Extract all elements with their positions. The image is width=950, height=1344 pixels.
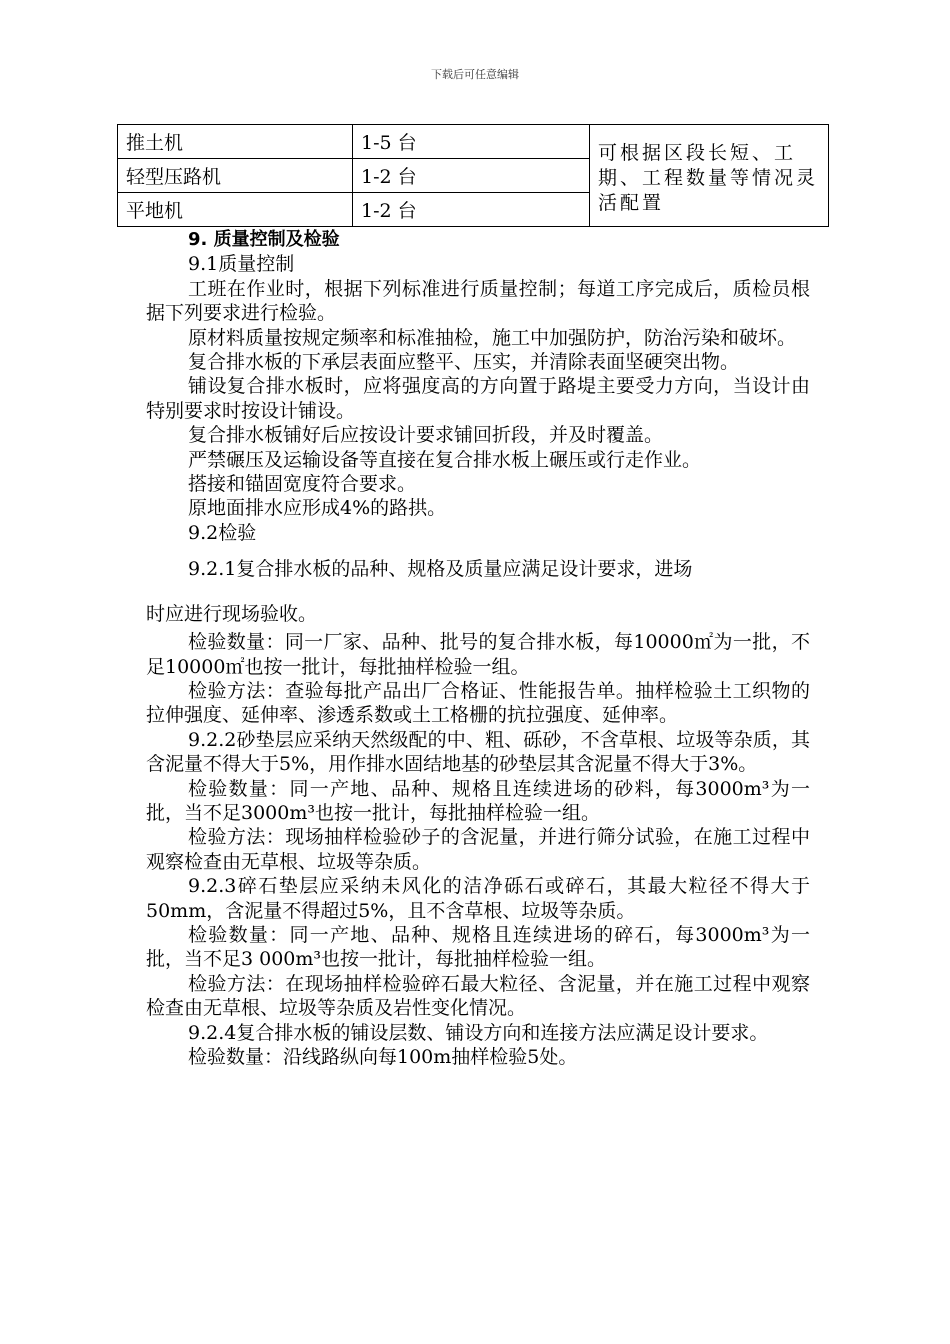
- paragraph: 检验数量：同一产地、品种、规格且连续进场的碎石，每3000m³为一批，当不足3 000m³也按一批计，每批抽样检验一组。: [146, 923, 810, 971]
- paragraph: 严禁碾压及运输设备等直接在复合排水板上碾压或行走作业。: [188, 448, 702, 471]
- paragraph: 复合排水板的下承层表面应整平、压实，并清除表面坚硬突出物。: [188, 351, 740, 374]
- paragraph: 检验方法：现场抽样检验砂子的含泥量，并进行筛分试验，在施工过程中观察检查由无草根、垃圾等杂质。: [146, 826, 810, 873]
- equipment-qty: 1-5 台: [353, 125, 590, 159]
- paragraph: 铺设复合排水板时，应将强度高的方向置于路堤主要受力方向，当设计由特别要求时按设计铺设。: [146, 375, 810, 422]
- equipment-name: 轻型压路机: [118, 159, 353, 193]
- paragraph: 检验方法：查验每批产品出厂合格证、性能报告单。抽样检验土工织物的拉伸强度、延伸率、渗透系数或土工格栅的抗拉强度、延伸率。: [146, 679, 810, 727]
- paragraph: 搭接和锚固宽度符合要求。: [188, 473, 417, 496]
- paragraph: 检验数量：沿线路纵向每100m抽样检验5处。: [188, 1046, 578, 1068]
- paragraph: 原地面排水应形成4%的路拱。: [188, 497, 447, 520]
- paragraph: 9.2.2砂垫层应采纳天然级配的中、粗、砾砂，不含草根、垃圾等杂质，其含泥量不得大于5%，用作排水固结地基的砂垫层其含泥量不得大于3%。: [146, 728, 810, 776]
- equipment-note: 可根据区段长短、工期、工程数量等情况灵活配置: [590, 125, 829, 227]
- subsection-title: 9.1质量控制: [188, 253, 295, 276]
- paragraph: 复合排水板铺好后应按设计要求铺回折段，并及时覆盖。: [188, 424, 664, 447]
- paragraph: 原材料质量按规定频率和标准抽检，施工中加强防护，防治污染和破坏。: [188, 326, 797, 349]
- equipment-table: [117, 124, 829, 227]
- page-header-note: 下载后可任意编辑: [431, 68, 519, 81]
- subsection-title: 9.2检验: [188, 521, 257, 544]
- paragraph: 9.2.4复合排水板的铺设层数、铺设方向和连接方法应满足设计要求。: [188, 1021, 769, 1044]
- paragraph: 工班在作业时，根据下列标准进行质量控制；每道工序完成后，质检员根据下列要求进行检验。: [146, 277, 810, 325]
- equipment-name: 推土机: [118, 125, 353, 159]
- equipment-qty: 1-2 台: [353, 159, 590, 193]
- paragraph: 检验方法：在现场抽样检验碎石最大粒径、含泥量，并在施工过程中观察检查由无草根、垃圾等杂质及岩性变化情况。: [146, 972, 810, 1020]
- section-title: 9. 质量控制及检验: [188, 229, 340, 250]
- paragraph: 检验数量：同一厂家、品种、批号的复合排水板，每10000㎡为一批，不足10000㎡也按一批计，每批抽样检验一组。: [146, 631, 810, 678]
- document-body: [146, 228, 810, 1069]
- paragraph: 9.2.3碎石垫层应采纳未风化的洁净砾石或碎石，其最大粒径不得大于50mm，含泥量不得超过5%，且不含草根、垃圾等杂质。: [146, 875, 810, 922]
- equipment-name: 平地机: [118, 193, 353, 227]
- paragraph: 9.2.1复合排水板的品种、规格及质量应满足设计要求，进场: [188, 558, 693, 581]
- table-row: [118, 125, 829, 159]
- paragraph: 检验数量：同一产地、品种、规格且连续进场的砂料，每3000m³为一批，当不足3000m³也按一批计，每批抽样检验一组。: [146, 777, 810, 824]
- paragraph: 时应进行现场验收。: [146, 602, 318, 625]
- equipment-qty: 1-2 台: [353, 193, 590, 227]
